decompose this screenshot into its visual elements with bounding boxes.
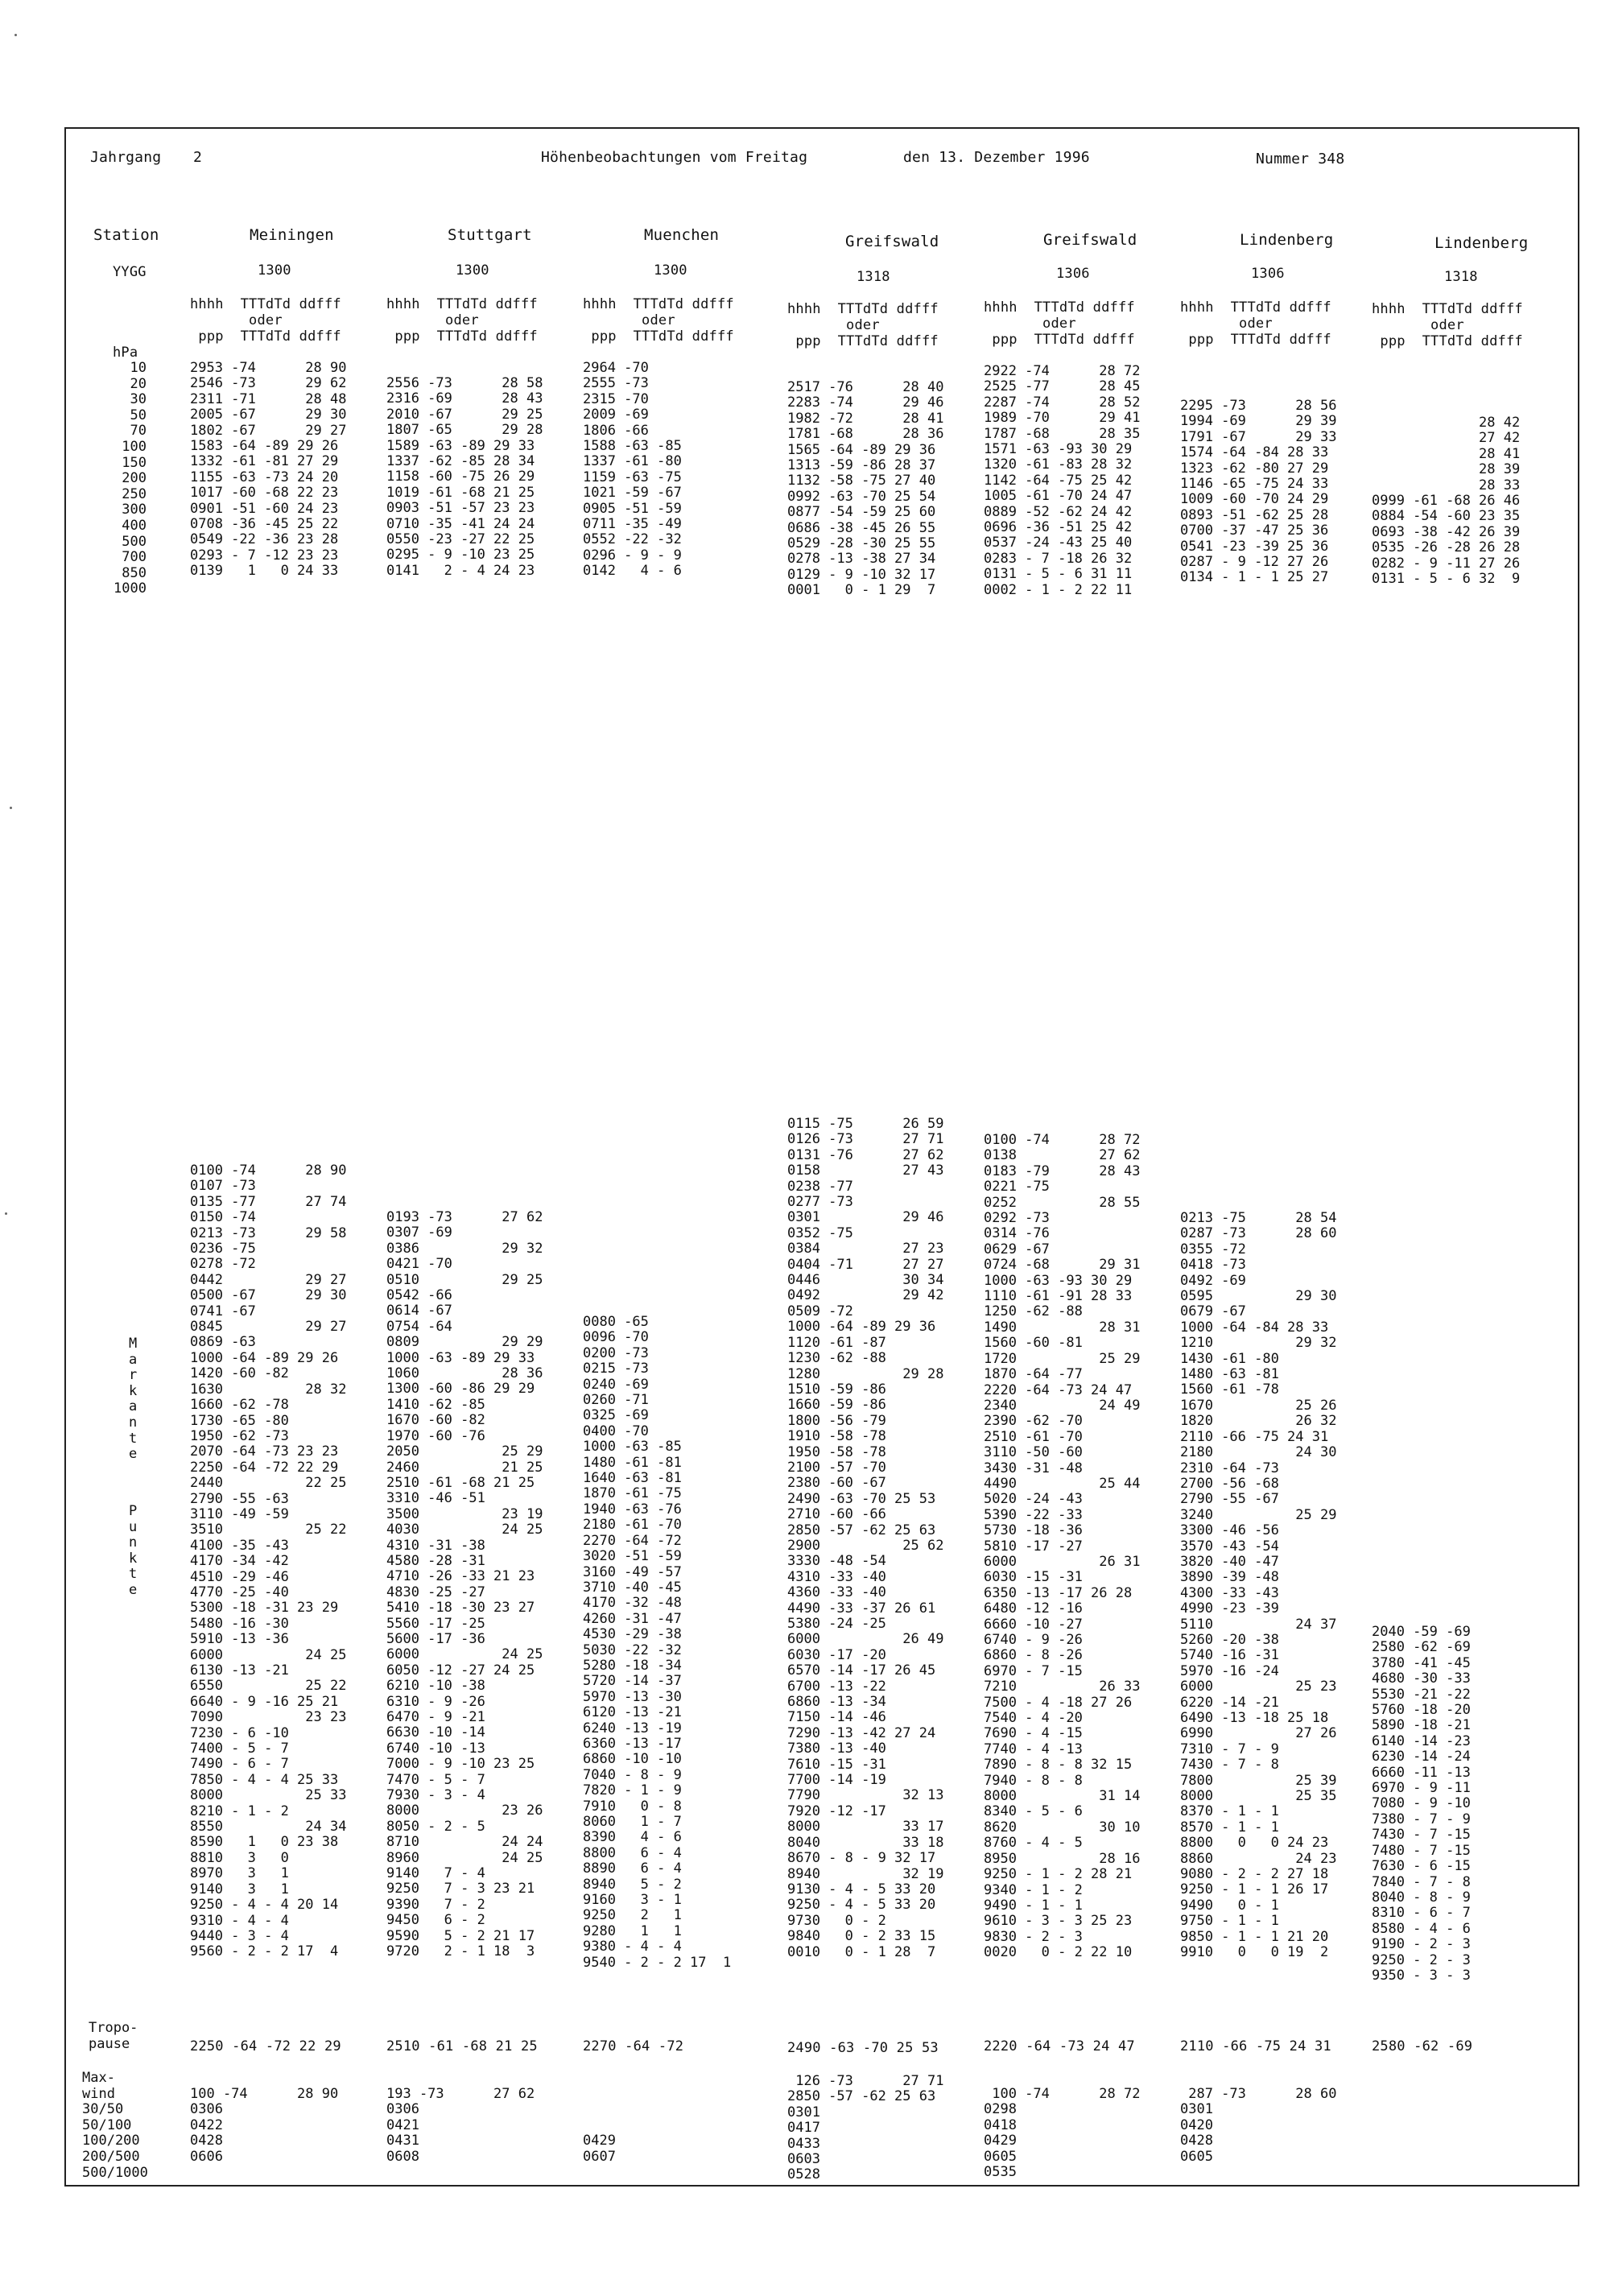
standard-levels: 2922 -74 28 72 2525 -77 28 45 2287 -74 28 52 1989 -70 29 41 1787 -68 28 35 1571 -63 -93 30 29 1320 -61 -83 28 32 1142 -64 -75 25 42 1005 -61 -70 24 47 0889 -52 -62 24 42 0696 -36 -51 25 42 0537 -24 -43 25 40 0283 - 7 -18 26 32 0131 - 5 - 6 31 11 0002 - 1 - 2 22 11 (984, 363, 1141, 598)
column-header-line2: oder (1180, 316, 1273, 332)
significant-points: 0115 -75 26 59 0126 -73 27 71 0131 -76 27 62 0158 27 43 0238 -77 0277 -73 0301 29 46 0352 -75 0384 27 23 0404 -71 27 27 0446 30 34 0492 29 42 0509 -72 1000 -64 -89 29 36 1120 -61 -87 1230 -62 -88 1280 29 28 1510 -59 -86 1660 -59 -86 1800 -56 -79 1910 -58 -78 1950 -58 -78 2100 -57 -70 2380 -60 -67 2490 -63 -70 25 53 2710 -60 -66 2850 -57 -62 25 63 2900 25 62 3330 -48 -54 4310 -33 -40 4360 -33 -40 4490 -33 -37 26 61 5380 -24 -25 6000 26 49 6030 -17 -20 6570 -14 -17 26 45 6700 -13 -22 6860 -13 -34 7150 -14 -46 7290 -13 -42 27 24 7380 -13 -40 7610 -15 -31 7700 -14 -19 7790 32 13 7920 -12 -17 8000 33 17 8040 33 18 8670 - 8 - 9 32 17 8940 32 19 9130 - 4 - 5 33 20 9250 - 4 - 5 33 20 9730 0 - 2 9840 0 - 2 33 15 0010 0 - 1 28 7 (787, 1116, 944, 1960)
column-header-line3: ppp TTTdTd ddfff (787, 333, 939, 349)
report-date: den 13. Dezember 1996 (903, 149, 1090, 166)
report-sheet (64, 127, 1579, 2187)
scan-speck (10, 807, 12, 809)
station-name: Lindenberg (1435, 234, 1529, 252)
standard-levels: 2964 -70 2555 -73 2315 -70 2009 -69 1806 -66 1588 -63 -85 1337 -61 -80 1159 -63 -75 1021 -59 -67 0905 -51 -59 0711 -35 -49 0552 -22 -32 0296 - 9 - 9 0142 4 - 6 (583, 360, 682, 580)
maxwind-values: 100 -74 28 72 0298 0418 0429 0605 0535 (984, 2086, 1141, 2181)
station-name: Greifswald (845, 233, 939, 250)
tropopause-value: 2250 -64 -72 22 29 (190, 2038, 341, 2054)
tropopause-value: 2510 -61 -68 21 25 (386, 2038, 538, 2054)
significant-points: 2040 -59 -69 2580 -62 -69 3780 -41 -45 4680 -30 -33 5530 -21 -22 5760 -18 -20 5890 -18 -21 6140 -14 -23 6230 -14 -24 6660 -11 -13 6970 - 9 -11 7080 - 9 -10 7380 - 7 - 9 7430 - 7 -15 7480 - 7 -15 7630 - 6 -15 7840 - 7 - 8 8040 - 8 - 9 8310 - 6 - 7 8580 - 4 - 6 9190 - 2 - 3 9250 - 2 - 3 9350 - 3 - 3 (1372, 1624, 1471, 1984)
column-header-line2: oder (386, 312, 479, 328)
column-header-line1: hhhh TTTdTd ddfff (1180, 299, 1331, 316)
report-number: Nummer 348 (1256, 151, 1345, 167)
jahrgang-value: 2 (193, 149, 203, 166)
station-label: Station (93, 226, 159, 244)
column-header-line3: ppp TTTdTd ddfff (583, 328, 734, 345)
column-header-line1: hhhh TTTdTd ddfff (386, 296, 538, 312)
standard-levels: 2953 -74 28 90 2546 -73 29 62 2311 -71 28 48 2005 -67 29 30 1802 -67 29 27 1583 -64 -89 29 26 1332 -61 -81 27 29 1155 -63 -73 24 20 1017 -60 -68 22 23 0901 -51 -60 24 23 0708 -36 -45 25 22 0549 -22 -36 23 28 0293 - 7 -12 23 23 0139 1 0 24 33 (190, 360, 347, 580)
significant-points: 0213 -75 28 54 0287 -73 28 60 0355 -72 0418 -73 0492 -69 0595 29 30 0679 -67 1000 -64 -84 28 33 1210 29 32 1430 -61 -80 1480 -63 -81 1560 -61 -78 1670 25 26 1820 26 32 2110 -66 -75 24 31 2180 24 30 2310 -64 -73 2700 -56 -68 2790 -55 -67 3240 25 29 3300 -46 -56 3570 -43 -54 3820 -40 -47 3890 -39 -48 4300 -33 -43 4990 -23 -39 5110 24 37 5260 -20 -38 5740 -16 -31 5970 -16 -24 6000 25 23 6220 -14 -21 6490 -13 -18 25 18 6990 27 26 7310 - 7 - 9 7430 - 7 - 8 7800 25 39 8000 25 35 8370 - 1 - 1 8570 - 1 - 1 8800 0 0 24 23 8860 24 23 9080 - 2 - 2 27 18 9250 - 1 - 1 26 17 9490 0 - 1 9750 - 1 - 1 9850 - 1 - 1 21 20 9910 0 0 19 2 (1180, 1210, 1337, 1961)
maxwind-values: 100 -74 28 90 0306 0422 0428 0606 (190, 2086, 339, 2165)
station-name: Greifswald (1043, 231, 1137, 249)
hpa-label: hPa (113, 345, 138, 361)
column-header-line3: ppp TTTdTd ddfff (1180, 332, 1331, 348)
station-yygg: 1300 (456, 262, 489, 279)
station-yygg: 1318 (1444, 269, 1478, 285)
standard-levels: 2295 -73 28 56 1994 -69 29 39 1791 -67 29 33 1574 -64 -84 28 33 1323 -62 -80 27 29 1146 -65 -75 24 33 1009 -60 -70 24 29 0893 -51 -62 25 28 0700 -37 -47 25 36 0541 -23 -39 25 36 0287 - 9 -12 27 26 0134 - 1 - 1 25 27 (1180, 398, 1337, 586)
report-title: Höhenbeobachtungen vom Freitag (541, 149, 808, 166)
standard-levels: 2556 -73 28 58 2316 -69 28 43 2010 -67 29 25 1807 -65 29 28 1589 -63 -89 29 33 1337 -62 -85 28 34 1158 -60 -75 26 29 1019 -61 -68 21 25 0903 -51 -57 23 23 0710 -35 -41 24 24 0550 -23 -27 22 25 0295 - 9 -10 23 25 0141 2 - 4 24 23 (386, 375, 543, 579)
column-header-line2: oder (583, 312, 675, 328)
scan-speck (14, 34, 17, 36)
station-name: Muenchen (644, 226, 720, 244)
maxwind-values: 287 -73 28 60 0301 0420 0428 0605 (1180, 2086, 1337, 2165)
column-header-line1: hhhh TTTdTd ddfff (583, 296, 734, 312)
station-yygg: 1306 (1251, 266, 1285, 282)
significant-points: 0100 -74 28 72 0138 27 62 0183 -79 28 43 0221 -75 0252 28 55 0292 -73 0314 -76 0629 -67 0724 -68 29 31 1000 -63 -93 30 29 1110 -61 -91 28 33 1250 -62 -88 1490 28 31 1560 -60 -81 1720 25 29 1870 -64 -77 2220 -64 -73 24 47 2340 24 49 2390 -62 -70 2510 -61 -70 3110 -50 -60 3430 -31 -48 4490 25 44 5020 -24 -43 5390 -22 -33 5730 -18 -36 5810 -17 -27 6000 26 31 6030 -15 -31 6350 -13 -17 26 28 6480 -12 -16 6660 -10 -27 6740 - 9 -26 6860 - 8 -26 6970 - 7 -15 7210 26 33 7500 - 4 -18 27 26 7540 - 4 -20 7690 - 4 -15 7740 - 4 -13 7890 - 8 - 8 32 15 7940 - 8 - 8 8000 31 14 8340 - 5 - 6 8620 30 10 8760 - 4 - 5 8950 28 16 9250 - 1 - 2 28 21 9340 - 1 - 2 9490 - 1 - 1 9610 - 3 - 3 25 23 9830 - 2 - 3 0020 0 - 2 22 10 (984, 1132, 1141, 1961)
column-header-line2: oder (190, 312, 283, 328)
station-yygg: 1300 (654, 262, 687, 279)
scan-speck (5, 1212, 7, 1215)
column-header-line2: oder (1372, 317, 1464, 333)
maxwind-values: 126 -73 27 71 2850 -57 -62 25 63 0301 0417 0433 0603 0528 (787, 2073, 944, 2183)
standard-levels: 2517 -76 28 40 2283 -74 29 46 1982 -72 28 41 1781 -68 28 36 1565 -64 -89 29 36 1313 -59 -86 28 37 1132 -58 -75 27 40 0992 -63 -70 25 54 0877 -54 -59 25 60 0686 -38 -45 26 55 0529 -28 -30 25 55 0278 -13 -38 27 34 0129 - 9 -10 32 17 0001 0 - 1 29 7 (787, 379, 944, 599)
tropopause-value: 2580 -62 -69 (1372, 2038, 1473, 2054)
column-header-line3: ppp TTTdTd ddfff (984, 332, 1135, 348)
column-header-line1: hhhh TTTdTd ddfff (1372, 301, 1523, 317)
standard-levels: 28 42 27 42 28 41 28 39 28 33 0999 -61 -68 26 46 0884 -54 -60 23 35 0693 -38 -42 26 39 0535 -26 -28 26 28 0282 - 9 -11 27 26 0131 - 5 - 6 32 9 (1372, 415, 1521, 588)
station-name: Lindenberg (1240, 231, 1334, 249)
station-yygg: 1300 (258, 262, 291, 279)
column-header-line1: hhhh TTTdTd ddfff (787, 301, 939, 317)
tropopause-value: 2490 -63 -70 25 53 (787, 2040, 939, 2056)
significant-points: 0193 -73 27 62 0307 -69 0386 29 32 0421 -70 0510 29 25 0542 -66 0614 -67 0754 -64 0809 29 29 1000 -63 -89 29 33 1060 28 36 1300 -60 -86 29 29 1410 -62 -85 1670 -60 -82 1970 -60 -76 2050 25 29 2460 21 25 2510 -61 -68 21 25 3310 -46 -51 3500 23 19 4030 24 25 4310 -31 -38 4580 -28 -31 4710 -26 -33 21 23 4830 -25 -27 5410 -18 -30 23 27 5560 -17 -25 5600 -17 -36 6000 24 25 6050 -12 -27 24 25 6210 -10 -38 6310 - 9 -26 6470 - 9 -21 6630 -10 -14 6740 -10 -13 7000 - 9 -10 23 25 7470 - 5 - 7 7930 - 3 - 4 8000 23 26 8050 - 2 - 5 8710 24 24 8960 24 25 9140 7 - 4 9250 7 - 3 23 21 9390 7 - 2 9450 6 - 2 9590 5 - 2 21 17 9720 2 - 1 18 3 (386, 1209, 543, 1960)
column-header-line3: ppp TTTdTd ddfff (1372, 333, 1523, 349)
pressure-levels: 10 20 30 50 70 100 150 200 250 300 400 500 700 850 1000 (114, 360, 147, 597)
jahrgang-label: Jahrgang (90, 149, 162, 166)
maxwind-labels: Max- wind 30/50 50/100 100/200 200/500 500/1000 (82, 2070, 148, 2181)
station-yygg: 1318 (857, 269, 890, 285)
markante-label: M a r k a n t e (129, 1336, 138, 1463)
punkte-label: P u n k t e (129, 1503, 138, 1598)
station-name: Stuttgart (448, 226, 532, 244)
tropopause-value: 2270 -64 -72 (583, 2038, 684, 2054)
tropopause-label: Tropo- pause (89, 2020, 138, 2052)
maxwind-values: 193 -73 27 62 0306 0421 0431 0608 (386, 2086, 535, 2165)
tropopause-value: 2110 -66 -75 24 31 (1180, 2038, 1331, 2054)
column-header-line1: hhhh TTTdTd ddfff (984, 299, 1135, 316)
significant-points: 0080 -65 0096 -70 0200 -73 0215 -73 0240 -69 0260 -71 0325 -69 0400 -70 1000 -63 -85 1480 -61 -81 1640 -63 -81 1870 -61 -75 1940 -63 -76 2180 -61 -70 2270 -64 -72 3020 -51 -59 3160 -49 -57 3710 -40 -45 4170 -32 -48 4260 -31 -47 4530 -29 -38 5030 -22 -32 5280 -18 -34 5720 -14 -37 5970 -13 -30 6120 -13 -21 6240 -13 -19 6360 -13 -17 6860 -10 -10 7040 - 8 - 9 7820 - 1 - 9 7910 0 - 8 8060 1 - 7 8390 4 - 6 8800 6 - 4 8890 6 - 4 8940 5 - 2 9160 3 - 1 9250 2 1 9280 1 1 9380 - 4 - 4 9540 - 2 - 2 17 1 (583, 1314, 732, 1971)
column-header-line2: oder (787, 317, 880, 333)
column-header-line1: hhhh TTTdTd ddfff (190, 296, 341, 312)
yygg-label: YYGG (113, 264, 147, 280)
station-name: Meiningen (250, 226, 334, 244)
station-yygg: 1306 (1056, 266, 1090, 282)
significant-points: 0100 -74 28 90 0107 -73 0135 -77 27 74 0150 -74 0213 -73 29 58 0236 -75 0278 -72 0442 29 27 0500 -67 29 30 0741 -67 0845 29 27 0869 -63 1000 -64 -89 29 26 1420 -60 -82 1630 28 32 1660 -62 -78 1730 -65 -80 1950 -62 -73 2070 -64 -73 23 23 2250 -64 -72 22 29 2440 22 25 2790 -55 -63 3110 -49 -59 3510 25 22 4100 -35 -43 4170 -34 -42 4510 -29 -46 4770 -25 -40 5300 -18 -31 23 29 5480 -16 -30 5910 -13 -36 6000 24 25 6130 -13 -21 6550 25 22 6640 - 9 -16 25 21 7090 23 23 7230 - 6 -10 7400 - 5 - 7 7490 - 6 - 7 7850 - 4 - 4 25 33 8000 25 33 8210 - 1 - 2 8550 24 34 8590 1 0 23 38 8810 3 0 8970 3 1 9140 3 1 9250 - 4 - 4 20 14 9310 - 4 - 4 9440 - 3 - 4 9560 - 2 - 2 17 4 (190, 1162, 347, 1960)
tropopause-value: 2220 -64 -73 24 47 (984, 2038, 1135, 2054)
maxwind-values: 0429 0607 (583, 2133, 616, 2165)
column-header-line3: ppp TTTdTd ddfff (190, 328, 341, 345)
column-header-line3: ppp TTTdTd ddfff (386, 328, 538, 345)
column-header-line2: oder (984, 316, 1076, 332)
